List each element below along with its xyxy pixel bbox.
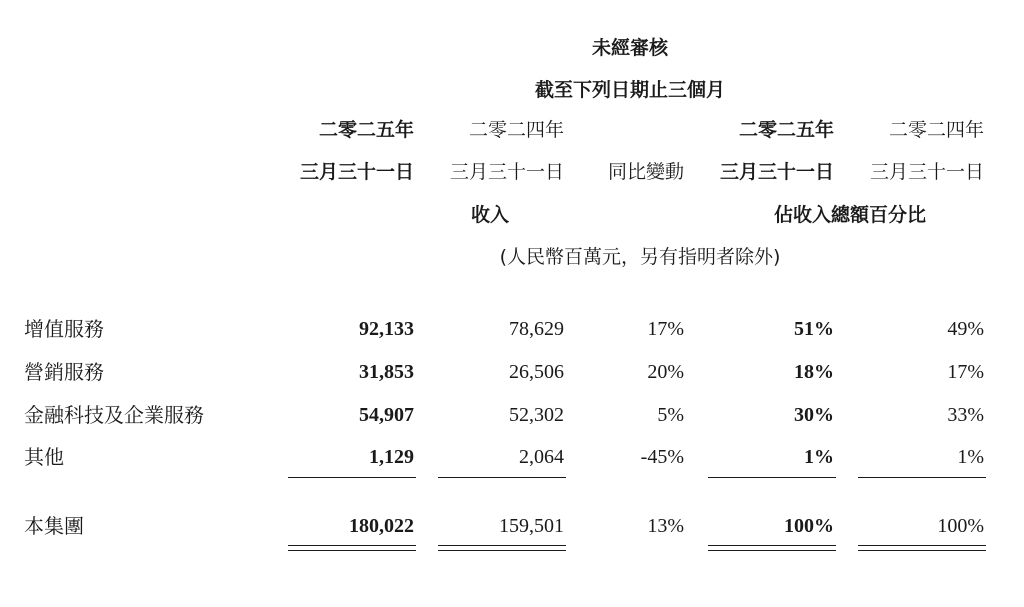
col2-date: 三月三十一日 [449,161,564,183]
total-double-rule-col5-bottom [858,550,986,551]
col2-year: 二零二四年 [468,119,564,141]
yoy-change: 5% [657,404,684,426]
percent-2025: 30% [794,404,834,426]
total-double-rule-col1-bottom [288,550,416,551]
percent-2024: 33% [947,404,984,426]
total-percent-2024: 100% [937,515,984,537]
total-double-rule-col5-top [858,545,986,546]
yoy-change: 20% [647,361,684,383]
total-label: 本集團 [24,514,84,538]
value-2024: 26,506 [509,361,564,383]
percent-2024: 1% [957,446,984,468]
percent-label: 佔收入總額百分比 [773,204,926,226]
total-value-2025: 180,022 [349,515,414,537]
subtotal-rule-col1 [288,477,416,478]
total-double-rule-col4-bottom [708,550,836,551]
row-label: 其他 [24,445,64,469]
total-percent-2025: 100% [784,515,834,537]
subtotal-rule-col5 [858,477,986,478]
total-double-rule-col2-top [438,545,566,546]
col5-date: 三月三十一日 [869,161,984,183]
percent-2025: 18% [794,361,834,383]
row-label: 金融科技及企業服務 [24,403,204,427]
value-2024: 52,302 [509,404,564,426]
percent-2024: 49% [947,318,984,340]
percent-2025: 1% [804,446,834,468]
value-2024: 78,629 [509,318,564,340]
value-2025: 1,129 [369,446,414,468]
value-2025: 31,853 [359,361,414,383]
value-2024: 2,064 [519,446,564,468]
subtotal-rule-col2 [438,477,566,478]
percent-2024: 17% [947,361,984,383]
col5-year: 二零二四年 [888,119,984,141]
row-label: 營銷服務 [24,360,104,384]
unit-note: (人民幣百萬元，另有指明者除外) [499,246,781,268]
col1-year: 二零二五年 [318,119,414,141]
col4-year: 二零二五年 [738,119,834,141]
col3-label: 同比變動 [607,161,684,183]
total-double-rule-col1-top [288,545,416,546]
yoy-change: 17% [647,318,684,340]
col1-date: 三月三十一日 [299,161,414,183]
value-2025: 54,907 [359,404,414,426]
audit-heading: 未經審核 [591,37,668,59]
row-label: 增值服務 [24,317,104,341]
subtotal-rule-col4 [708,477,836,478]
total-value-2024: 159,501 [499,515,564,537]
value-2025: 92,133 [359,318,414,340]
col4-date: 三月三十一日 [719,161,834,183]
total-yoy-change: 13% [647,515,684,537]
yoy-change: -45% [640,446,684,468]
percent-2025: 51% [794,318,834,340]
total-double-rule-col4-top [708,545,836,546]
revenue-label: 收入 [470,204,509,226]
total-double-rule-col2-bottom [438,550,566,551]
period-heading: 截至下列日期止三個月 [534,79,725,101]
